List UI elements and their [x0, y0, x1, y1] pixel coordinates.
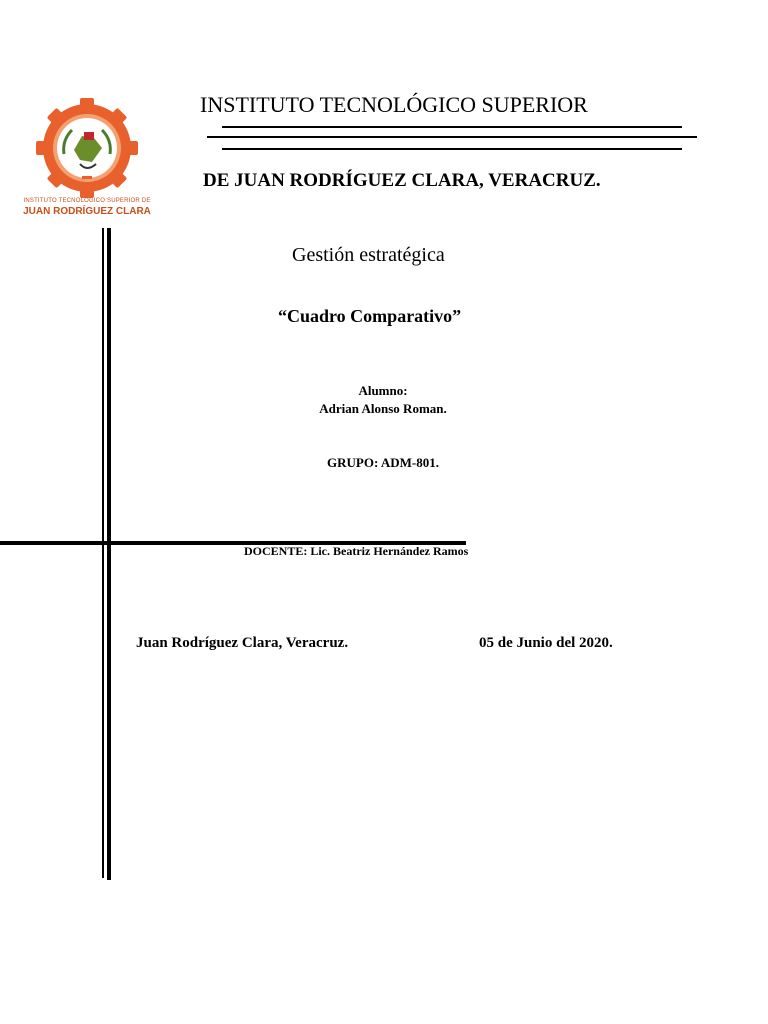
group-label: GRUPO: ADM-801. [327, 455, 439, 470]
teacher-label: DOCENTE: Lic. Beatriz Hernández Ramos [244, 544, 469, 558]
decorative-vertical-line-thin [102, 228, 104, 878]
title-rule-bottom [222, 148, 682, 150]
title-rule-top [222, 126, 682, 128]
institute-title-line2: DE JUAN RODRÍGUEZ CLARA, VERACRUZ. [203, 170, 601, 191]
footer-date: 05 de Junio del 2020. [479, 635, 613, 651]
title-rule-middle [207, 136, 697, 138]
footer-place: Juan Rodríguez Clara, Veracruz. [136, 635, 349, 651]
student-name: Adrian Alonso Roman. [319, 401, 447, 416]
institute-title-line1: INSTITUTO TECNOLÓGICO SUPERIOR [200, 92, 588, 117]
decorative-vertical-line-thick [107, 228, 111, 880]
work-title: “Cuadro Comparativo” [278, 306, 462, 326]
student-label: Alumno: [358, 383, 408, 398]
logo-caption-small: INSTITUTO TECNOLÓGICO SUPERIOR DE [23, 198, 151, 204]
gear-seal-icon [22, 92, 152, 202]
subject-title: Gestión estratégica [292, 244, 445, 266]
logo-caption-big: JUAN RODRÍGUEZ CLARA [23, 206, 151, 217]
